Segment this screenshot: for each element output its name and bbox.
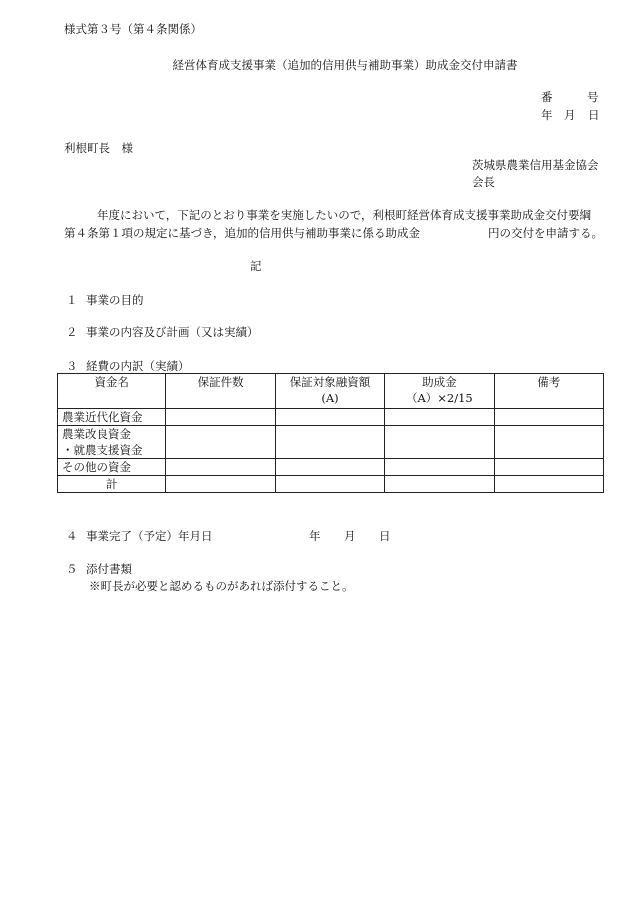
section-attachments <box>66 564 132 576</box>
addressee: 利根町長 様 <box>64 141 133 155</box>
reference-number-suffix: 号 <box>587 90 599 104</box>
table-total-row <box>58 476 604 493</box>
remarks-cell[interactable] <box>494 459 603 476</box>
date-year-label: 年 <box>541 108 553 122</box>
date-day-label: 日 <box>588 108 600 122</box>
column-header-guarantee-count <box>166 374 275 409</box>
table-row <box>58 459 604 476</box>
header-text: 保証件数 <box>197 375 244 389</box>
section-number: ２ <box>66 325 78 339</box>
header-text: 資金名 <box>94 375 129 389</box>
section-label: 経費の内訳（実績） <box>86 359 190 373</box>
table-header-row <box>58 374 604 409</box>
completion-day-label: 日 <box>379 529 391 543</box>
ki-heading: 記 <box>250 259 262 273</box>
section-purpose <box>66 295 144 307</box>
subsidy-cell[interactable] <box>385 426 494 459</box>
guarantee-count-cell[interactable] <box>166 426 275 459</box>
application-body-line-1: 年度において，下記のとおり事業を実施したいので，利根町経営体育成支援事業助成金交付要綱 <box>97 208 592 222</box>
section-number: １ <box>66 293 78 307</box>
reference-number-label: 番 <box>541 90 553 104</box>
loan-amount-cell[interactable] <box>275 459 384 476</box>
row-label: 農業近代化資金 <box>62 410 143 424</box>
header-text: 助成金 <box>422 375 457 389</box>
completion-month-label: 月 <box>344 529 356 543</box>
subsidy-cell[interactable] <box>385 459 494 476</box>
applicant-title: 会長 <box>472 175 495 189</box>
row-label: その他の資金 <box>62 460 131 474</box>
column-header-subsidy <box>385 374 494 409</box>
table-row <box>58 409 604 426</box>
section-content-plan <box>66 327 259 339</box>
section-number: ３ <box>66 359 78 373</box>
remarks-cell[interactable] <box>494 409 603 426</box>
application-body-amount-suffix: 円の交付を申請する。 <box>488 226 603 240</box>
section-expense-breakdown <box>66 361 190 373</box>
total-guarantee-count-cell[interactable] <box>166 476 275 493</box>
row-fund-name <box>58 426 166 459</box>
subsidy-cell[interactable] <box>385 409 494 426</box>
attachment-note: ※町長が必要と認めるものがあれば添付すること。 <box>89 579 354 593</box>
column-header-fund-name <box>58 374 166 409</box>
total-label: 計 <box>58 476 166 493</box>
section-number: ５ <box>66 562 78 576</box>
header-subtext: (A) <box>321 391 339 405</box>
section-label: 添付書類 <box>86 562 132 576</box>
row-label: 農業改良資金 <box>62 427 131 441</box>
form-number-label: 様式第３号（第４条関係） <box>64 22 202 36</box>
section-number: ４ <box>66 529 78 543</box>
table-row <box>58 426 604 459</box>
header-subtext: （A）×2/15 <box>405 391 473 405</box>
row-sublabel: ・就農支援資金 <box>62 443 143 457</box>
row-fund-name <box>58 459 166 476</box>
loan-amount-cell[interactable] <box>275 426 384 459</box>
total-subsidy-cell[interactable] <box>385 476 494 493</box>
header-text: 備考 <box>537 375 561 389</box>
row-fund-name <box>58 409 166 426</box>
section-label: 事業の内容及び計画（又は実績） <box>86 325 259 339</box>
application-body-line-2: 第４条第１項の規定に基づき，追加的信用供与補助事業に係る助成金 <box>64 226 421 240</box>
column-header-remarks <box>494 374 603 409</box>
total-remarks-cell[interactable] <box>494 476 603 493</box>
guarantee-count-cell[interactable] <box>166 459 275 476</box>
applicant-organization: 茨城県農業信用基金協会 <box>472 158 599 172</box>
remarks-cell[interactable] <box>494 426 603 459</box>
guarantee-count-cell[interactable] <box>166 409 275 426</box>
total-loan-amount-cell[interactable] <box>275 476 384 493</box>
column-header-loan-amount <box>275 374 384 409</box>
section-label: 事業の目的 <box>86 293 144 307</box>
completion-year-label: 年 <box>309 529 321 543</box>
document-title: 経営体育成支援事業（追加的信用供与補助事業）助成金交付申請書 <box>172 58 518 72</box>
expense-breakdown-table <box>57 373 604 493</box>
section-label: 事業完了（予定）年月日 <box>86 529 213 543</box>
header-text: 保証対象融資額 <box>289 375 371 389</box>
loan-amount-cell[interactable] <box>275 409 384 426</box>
date-month-label: 月 <box>564 108 576 122</box>
section-completion-date <box>66 531 213 543</box>
